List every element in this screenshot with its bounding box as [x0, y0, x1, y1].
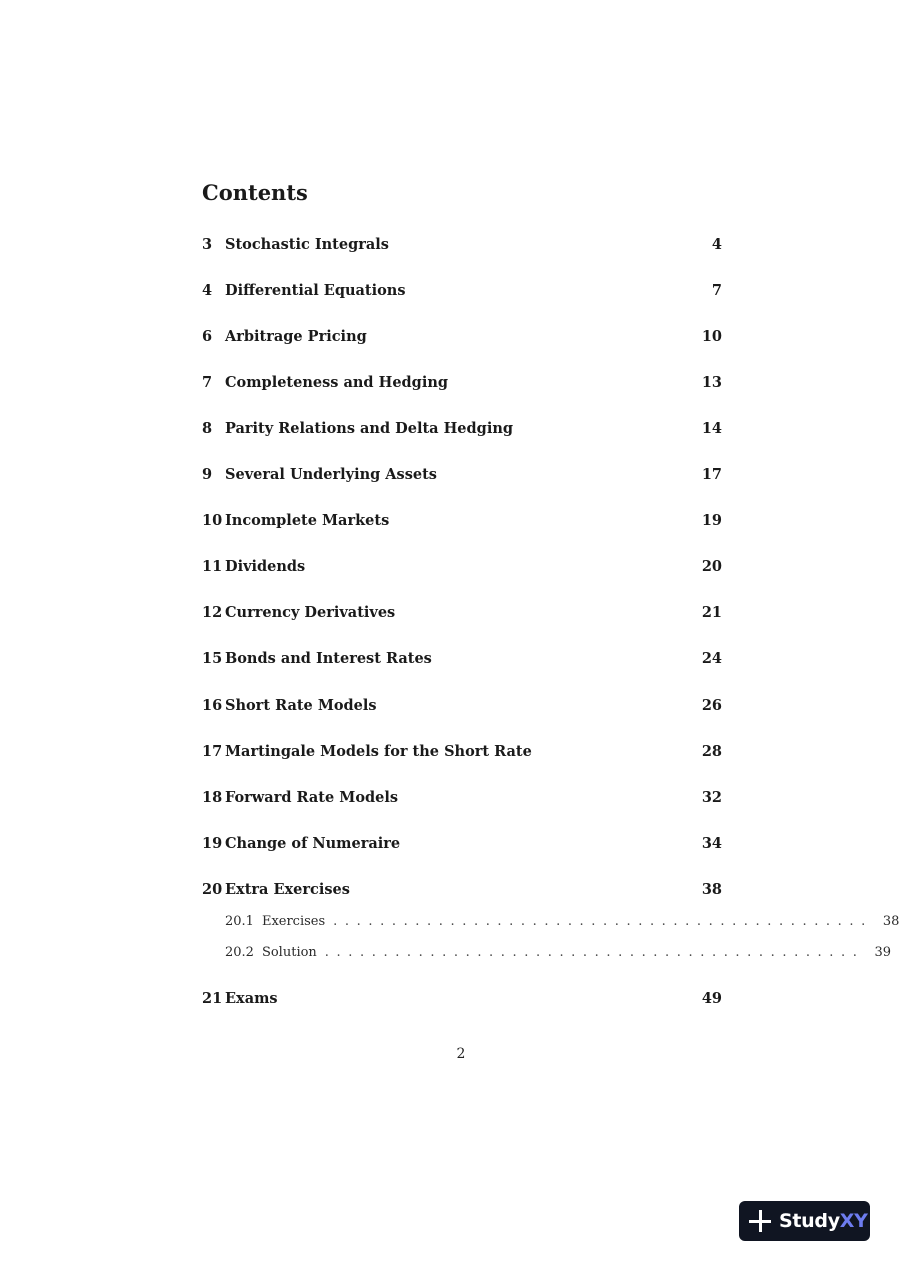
page-ref: 26: [701, 697, 722, 714]
toc-entry[interactable]: [202, 511, 722, 531]
section-title: Dividends: [225, 558, 306, 575]
page-ref: 32: [701, 789, 722, 806]
section-title: Extra Exercises: [225, 881, 350, 898]
page-title: Contents: [202, 180, 308, 205]
toc-entry[interactable]: [202, 834, 722, 854]
page-ref: 10: [701, 328, 722, 345]
page-ref: 28: [701, 743, 722, 760]
section-number: 12: [202, 604, 223, 621]
section-number: 17: [202, 743, 223, 760]
plus-icon: [749, 1210, 771, 1232]
section-number: 15: [202, 650, 223, 667]
dot-leader: ..............................................: [333, 914, 873, 929]
section-number: 20: [202, 881, 223, 898]
section-number: 4: [202, 282, 213, 299]
page-ref: 34: [701, 835, 722, 852]
section-title: Stochastic Integrals: [225, 236, 389, 253]
page-ref: 49: [701, 990, 722, 1007]
section-number: 6: [202, 328, 213, 345]
page-ref: 14: [701, 420, 722, 437]
toc-entry[interactable]: [202, 327, 722, 347]
page-ref: 38: [701, 881, 722, 898]
brand-logo: [779, 1210, 868, 1232]
section-title: Parity Relations and Delta Hedging: [225, 420, 514, 437]
brand-main: Study: [779, 1210, 840, 1232]
subsection-number: 20.1: [225, 914, 254, 929]
toc-entry[interactable]: [202, 235, 722, 255]
page-ref: 4: [711, 236, 722, 253]
section-number: 21: [202, 990, 223, 1007]
page-ref: 24: [701, 650, 722, 667]
section-title: Arbitrage Pricing: [225, 328, 367, 345]
section-title: Exams: [225, 990, 278, 1007]
toc-entry[interactable]: [202, 696, 722, 716]
section-title: Martingale Models for the Short Rate: [225, 743, 532, 760]
section-number: 10: [202, 512, 223, 529]
toc-entry[interactable]: [202, 989, 722, 1009]
page-ref: 39: [874, 945, 892, 960]
toc-entry[interactable]: [202, 788, 722, 808]
section-number: 9: [202, 466, 213, 483]
section-number: 3: [202, 236, 213, 253]
section-number: 7: [202, 374, 213, 391]
page-ref: 19: [701, 512, 722, 529]
section-number: 11: [202, 558, 223, 575]
toc-entry[interactable]: [202, 880, 722, 900]
toc-entry[interactable]: [202, 557, 722, 577]
toc-entry[interactable]: [202, 603, 722, 623]
section-number: 19: [202, 835, 223, 852]
page-ref: 13: [701, 374, 722, 391]
section-title: Completeness and Hedging: [225, 374, 449, 391]
toc-subentry[interactable]: [225, 913, 900, 931]
section-title: Currency Derivatives: [225, 604, 396, 621]
toc-entry[interactable]: [202, 281, 722, 301]
section-title: Bonds and Interest Rates: [225, 650, 432, 667]
page-ref: 17: [701, 466, 722, 483]
toc-entry[interactable]: [202, 742, 722, 762]
page-number: 2: [456, 1046, 466, 1062]
section-title: Change of Numeraire: [225, 835, 401, 852]
page-ref: 38: [882, 914, 900, 929]
toc-entry[interactable]: [202, 419, 722, 439]
section-title: Short Rate Models: [225, 697, 377, 714]
section-title: Differential Equations: [225, 282, 406, 299]
subsection-number: 20.2: [225, 945, 254, 960]
section-title: Incomplete Markets: [225, 512, 390, 529]
toc-subentry[interactable]: [225, 944, 892, 962]
section-title: Forward Rate Models: [225, 789, 399, 806]
page-ref: 7: [711, 282, 722, 299]
subsection-title: Exercises: [261, 914, 326, 929]
section-number: 8: [202, 420, 213, 437]
toc-entry[interactable]: [202, 373, 722, 393]
toc-entry[interactable]: [202, 465, 722, 485]
dot-leader: ..............................................: [324, 945, 865, 960]
section-title: Several Underlying Assets: [225, 466, 437, 483]
section-number: 18: [202, 789, 223, 806]
section-number: 16: [202, 697, 223, 714]
page-ref: 20: [701, 558, 722, 575]
studyxy-badge[interactable]: [739, 1201, 870, 1241]
page-ref: 21: [701, 604, 722, 621]
toc-entry[interactable]: [202, 649, 722, 669]
subsection-title: Solution: [261, 945, 317, 960]
brand-accent: XY: [839, 1210, 868, 1232]
